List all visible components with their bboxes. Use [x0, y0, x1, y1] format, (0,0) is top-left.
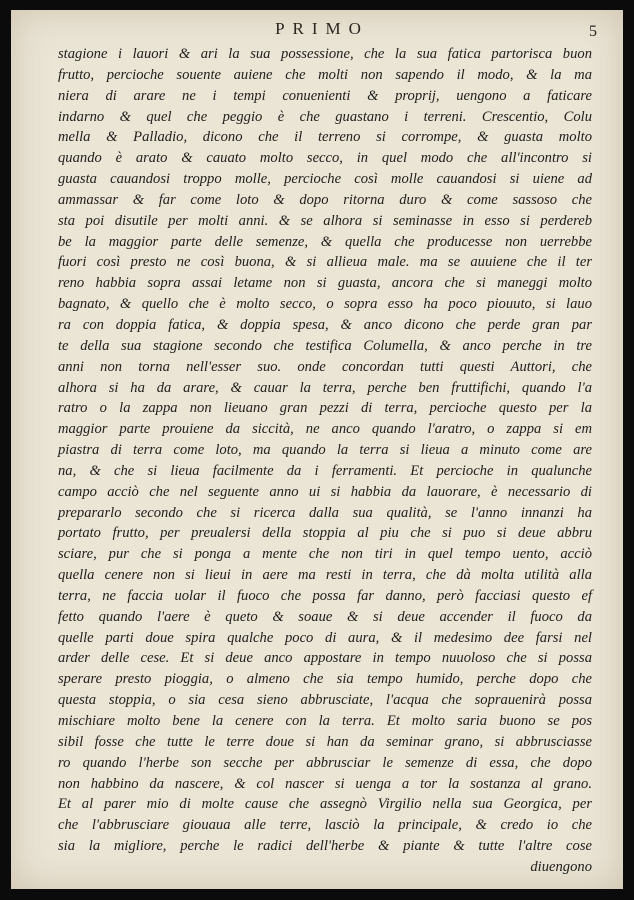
text-line: che l'abbrusciare giouaua alle terre, lasciò la principale, & credo io che — [58, 817, 592, 834]
text-line: sia la migliore, perche le radici dell'herbe & piante & tutte l'altre cose — [58, 838, 592, 855]
text-line: terra, ne faccia uolar il fuoco che possa far danno, però facciasi questo ef — [58, 587, 592, 604]
catchword: diuengono — [530, 858, 592, 875]
text-line: Et al parer mio di molte cause che assegnò Virgilio nella sua Georgica, per — [58, 796, 592, 813]
text-line: quelle parti doue spira qualche poco di aura, & il medesimo dee farsi nel — [58, 629, 592, 646]
text-line: te della sua stagione secondo che testifica Columella, & anco perche in tre — [58, 337, 592, 354]
text-line: portato frutto, per preualersi della stoppia al piu che si puo si deue abbru — [58, 525, 592, 542]
text-line: niera di arare ne i tempi conuenienti & proprij, uengono a faticare — [58, 87, 592, 104]
page-number: 5 — [589, 23, 597, 40]
text-line: piastra di terra come loto, ma quando la terra si lieua a minuto come are — [58, 442, 592, 459]
text-line: reno habbia sopra assai letame non si guasta, ancora che si maneggi molto — [58, 275, 592, 292]
text-line: alhora si ha da arare, & cauar la terra, perche ben fruttifichi, quando l'a — [58, 379, 592, 396]
text-line: na, & che si lieua facilmente da i ferramenti. Et percioche in qualunche — [58, 462, 592, 479]
book-page — [11, 10, 623, 889]
text-line: fetto quando l'aere è queto & soaue & si deue accender il fuoco da — [58, 608, 592, 625]
text-line: guasta cauandosi troppo molle, percioche così molle cauandosi si uiene ad — [58, 171, 592, 188]
text-line: mella & Palladio, dicono che il terreno si corrompe, & guasta molto — [58, 129, 592, 146]
text-line: be la maggior parte delle semenze, & quella che producesse non uerrebbe — [58, 233, 592, 250]
text-line: frutto, percioche souente auiene che molti non sapendo il modo, & la ma — [58, 66, 592, 83]
text-line: quella cenere non si lieui in aere ma resti in terra, che dà molta utilità alla — [58, 567, 592, 584]
running-title: PRIMO — [275, 19, 369, 38]
text-line: maggior parte prouiene da siccità, ne anco quando l'aratro, o zappa si em — [58, 421, 592, 438]
text-line: non habbino da nascere, & col nascer si uenga a tor la sostanza al grano. — [58, 775, 592, 792]
text-line: sciare, pur che si ponga a mente che non tiri in quel tempo uento, acciò — [58, 546, 592, 563]
text-line: anni non torna nell'esser suo. onde concordan tutti questi Auttori, che — [58, 358, 592, 375]
text-line: prepararlo secondo che si ricerca dalla sua qualità, se l'anno innanzi ha — [58, 504, 592, 521]
text-line: campo acciò che nel seguente anno ui si habbia da lauorare, è necessario di — [58, 483, 592, 500]
text-line: sibil fosse che tutte le terre doue si han da seminar grano, si abbrusciasse — [58, 733, 592, 750]
text-line: ammassar & far come loto & dopo ritorna duro & come sassoso che — [58, 191, 592, 208]
text-line: quando è arato & cauato molto secco, in quel modo che all'incontro si — [58, 150, 592, 167]
text-line: questa stoppia, o sia cesa sieno abbrusciate, l'acqua che soprauenirà possa — [58, 692, 592, 709]
text-line: ra con doppia fatica, & doppia spesa, & anco dicono che perde gran par — [58, 316, 592, 333]
text-line: fuori così presto ne così buona, & si allieua male. ma se auuiene che il ter — [58, 254, 592, 271]
text-line: ro quando l'herbe son secche per abbrusciar le semenze di essa, che dopo — [58, 754, 592, 771]
text-line: sta poi disutile per molti anni. & se alhora si seminasse in esso si perdereb — [58, 212, 592, 229]
text-line: mischiare molto bene la cenere con la terra. Et molto saria buono se pos — [58, 713, 592, 729]
body-text — [58, 44, 592, 878]
text-line: ratro o la zappa non lieuano gran pezzi di terra, percioche questo per la — [58, 400, 592, 417]
text-line: bagnato, & quello che è molto secco, o sopra esso ha poco piouuto, si lauo — [58, 296, 592, 313]
text-line: stagione i lauori & ari la sua possessione, che la sua fatica partorisca buon — [58, 46, 592, 62]
text-line: sperare presto pioggia, o almeno che sia tempo humido, perche dopo che — [58, 671, 592, 688]
text-line: indarno & quel che peggio è che guastano i terreni. Crescentio, Colu — [58, 108, 592, 125]
text-line: arder delle cese. Et si deue anco appostare in tempo nuuoloso che si possa — [58, 650, 592, 667]
